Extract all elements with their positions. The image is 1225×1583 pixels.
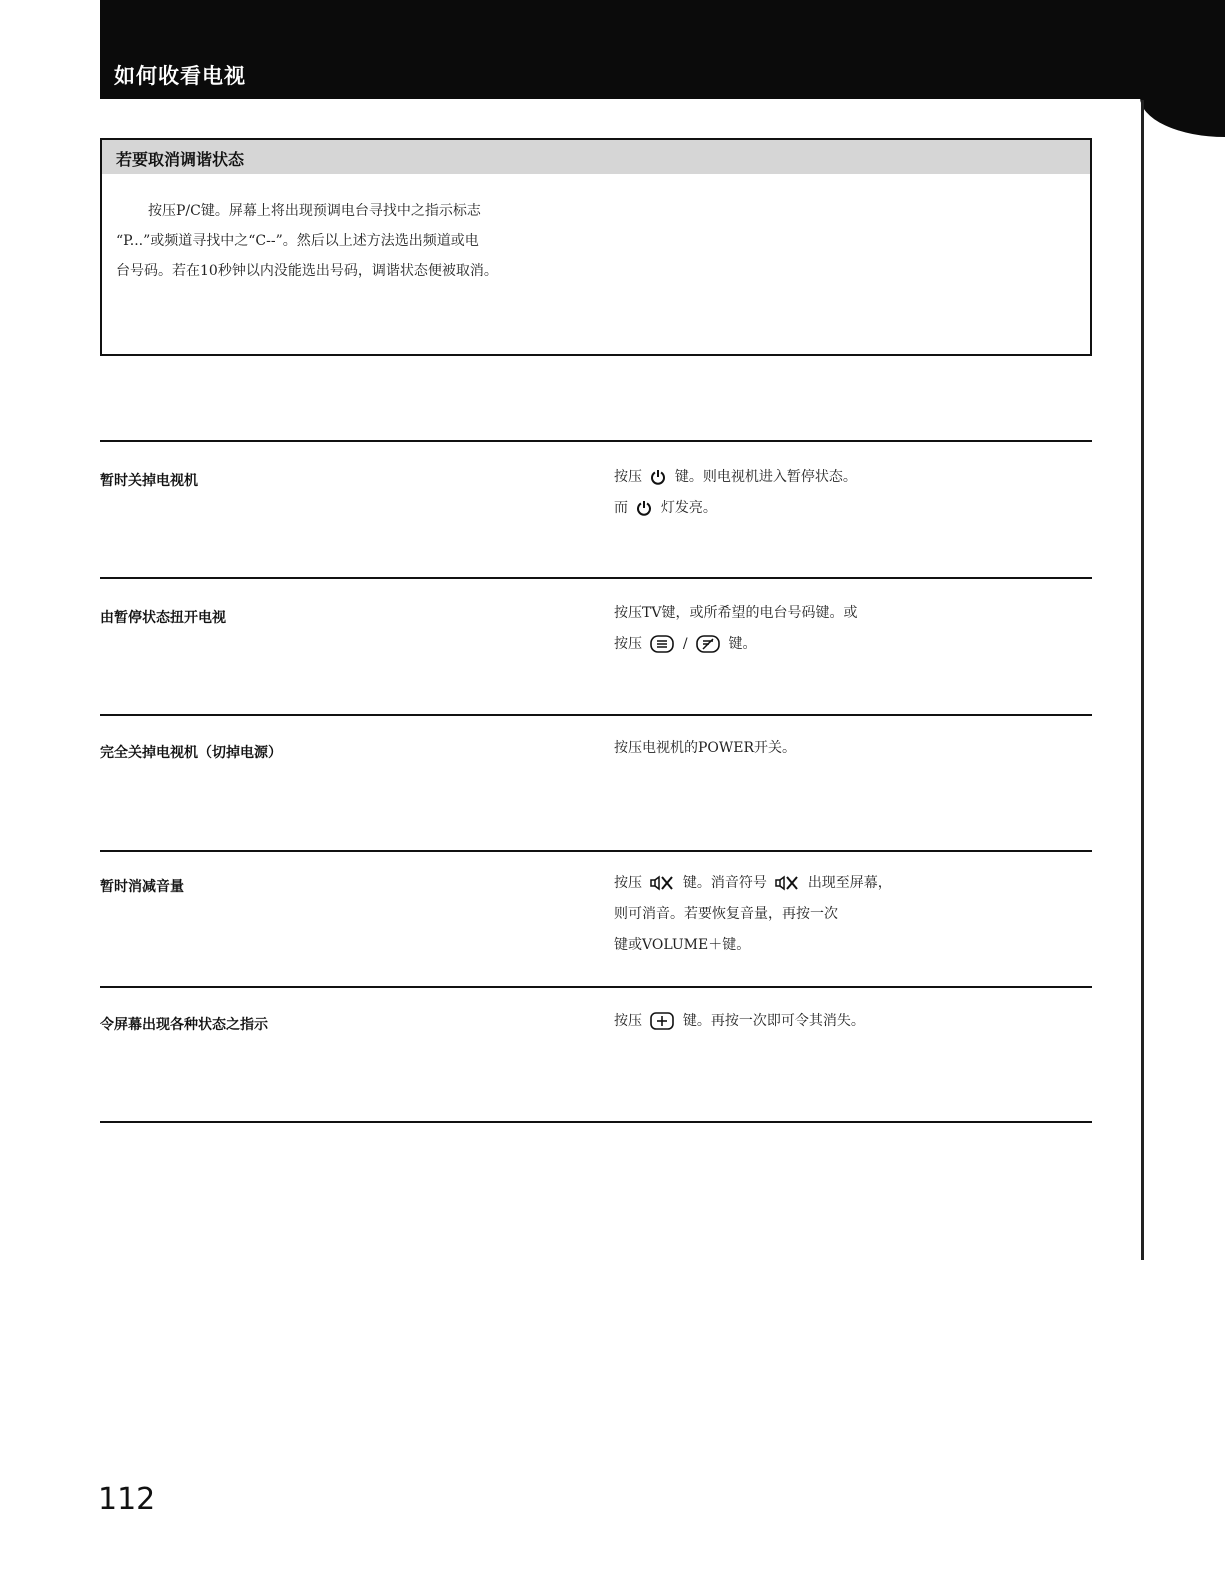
mute-icon [650,874,674,892]
display-icon [650,1012,674,1030]
header-bar [100,0,1225,99]
divider [100,577,1092,579]
page-title: 如何收看电视 [114,64,246,88]
note-line: 按压P/C键。屏幕上将出现预调电台寻找中之指示标志 [148,203,481,219]
page-edge-line [1141,100,1144,1260]
text: 按压 [614,469,642,485]
text: / [682,636,688,652]
text: 按压 [614,636,642,652]
text: 而 [614,500,628,516]
text: 键。 [728,636,757,652]
item-description [614,462,944,524]
text: 键或VOLUME＋键。 [614,937,751,953]
text: 出现至屏幕， [807,875,892,891]
note-body [116,196,566,286]
note-title: 若要取消调谐状态 [116,150,245,169]
text: 键。消音符号 [682,875,767,891]
divider [100,850,1092,852]
note-line: “P...”或频道寻找中之“C--”。然后以上述方法选出频道或电 [116,233,479,249]
item-label: 由暂停状态扭开电视 [100,610,226,626]
text: 键。再按一次即可令其消失。 [682,1013,865,1029]
text: 键。则电视机进入暂停状态。 [674,469,857,485]
page-number: 112 [98,1482,156,1517]
item-description [614,733,944,764]
note-box [100,138,1092,356]
teletext-mix-icon [696,635,720,653]
divider [100,714,1092,716]
divider [100,986,1092,988]
divider [100,1121,1092,1123]
item-label: 暂时关掉电视机 [100,473,198,489]
text: 则可消音。若要恢复音量，再按一次 [614,906,838,922]
divider [100,440,1092,442]
mute-icon [775,874,799,892]
item-description [614,598,944,660]
text: 按压电视机的POWER开关。 [614,740,797,756]
power-icon [650,469,666,485]
item-description [614,1006,944,1037]
note-header [102,140,1090,174]
note-line: 台号码。若在10秒钟以内没能选出号码，调谐状态便被取消。 [116,263,498,279]
power-icon [636,500,652,516]
item-description [614,868,944,961]
item-label: 完全关掉电视机（切掉电源） [100,745,282,761]
item-label: 暂时消减音量 [100,879,184,895]
text: 按压 [614,875,642,891]
text: 灯发亮。 [660,500,717,516]
text: 按压 [614,1013,642,1029]
item-label: 令屏幕出现各种状态之指示 [100,1017,268,1033]
teletext-icon [650,635,674,653]
text: 按压TV键，或所希望的电台号码键。或 [614,605,858,621]
page-edge-curl [1140,97,1225,137]
